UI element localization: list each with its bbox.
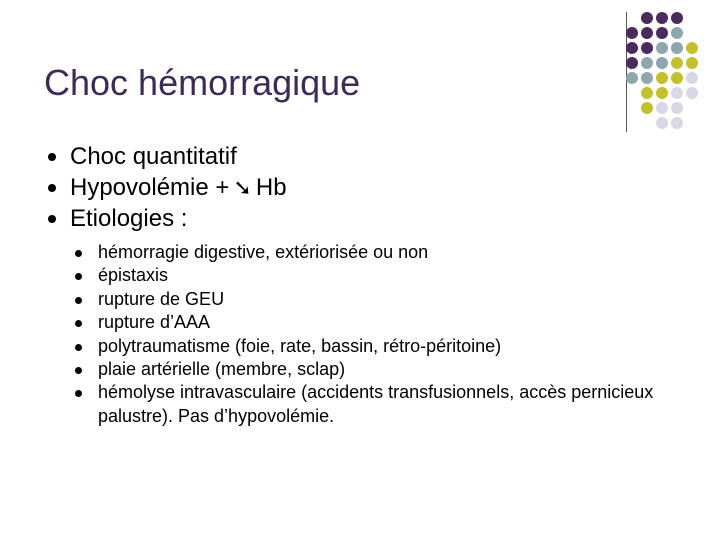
decorative-dot [641,57,653,69]
decorative-dot [656,72,668,84]
decorative-dot [641,102,653,114]
decorative-dot [686,72,698,84]
decorative-dot [671,27,683,39]
bullet-hypovolemie [48,172,287,203]
bullet-etiologies: Etiologies : [48,203,287,234]
decorative-dot [671,12,683,24]
decorative-dot [686,42,698,54]
etiologies-list [75,241,685,428]
decorative-dot [641,87,653,99]
slide-title: Choc hémorragique [44,62,361,103]
decorative-dot [686,57,698,69]
decorative-dot [656,57,668,69]
decorative-dot [626,42,638,54]
decorative-dot [641,42,653,54]
decorative-dot [626,72,638,84]
etiology-item: hémolyse intravasculaire (accidents transfusionnels, accès pernicieux palustre). Pas d’hypovolémie. [75,381,685,428]
decorative-dot [656,42,668,54]
bullet-choc-quantitatif: Choc quantitatif [48,141,287,172]
decorative-dot [656,12,668,24]
etiology-item: rupture de GEU [75,288,685,311]
decorative-dot [671,87,683,99]
decorative-dot [686,87,698,99]
decorative-dot [656,27,668,39]
etiology-item: polytraumatisme (foie, rate, bassin, rétro-péritoine) [75,335,685,358]
decorative-dot [641,12,653,24]
decorative-dot [671,57,683,69]
decorative-dot [641,72,653,84]
decorative-dot [641,27,653,39]
decorative-dot [671,117,683,129]
etiology-item: rupture d’AAA [75,311,685,334]
etiology-item: épistaxis [75,264,685,287]
decorative-dot [626,57,638,69]
decorative-dot [656,87,668,99]
decorative-dot [656,102,668,114]
decorative-dot [626,27,638,39]
main-bullet-list [48,141,287,234]
decorative-dot [671,102,683,114]
decorative-dot [671,72,683,84]
etiology-item: hémorragie digestive, extériorisée ou non [75,241,685,264]
bullet-hypovolemie-text: Hypovolémie + [70,174,230,201]
decorative-dot [656,117,668,129]
decorative-dot [671,42,683,54]
etiology-item: plaie artérielle (membre, sclap) [75,358,685,381]
bullet-hypovolemie-hb: Hb [255,174,287,201]
down-right-arrow-icon: ➘ [233,175,252,200]
